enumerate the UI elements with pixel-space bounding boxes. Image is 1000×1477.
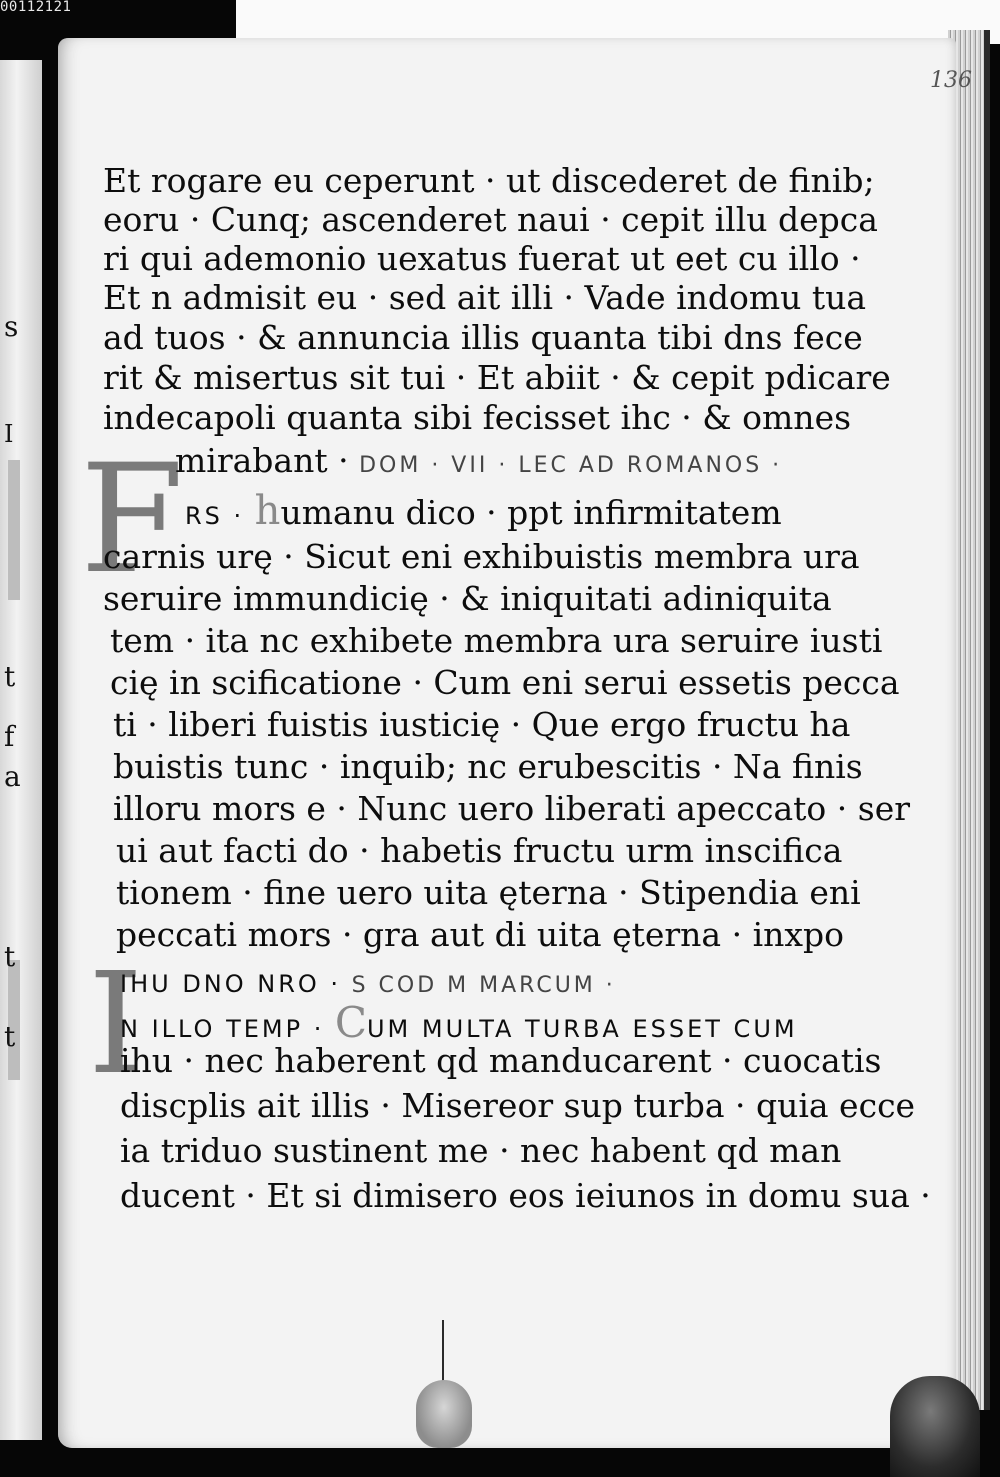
text-line: tionem · fine uero uita ęterna · Stipendia eni xyxy=(116,873,861,912)
text-ihu-dno-nro: IHU DNO NRO · xyxy=(120,970,342,998)
decorated-initial-f: F xyxy=(80,433,185,607)
letter-c: C xyxy=(334,998,367,1047)
text-line: ihu · nec haberent qd manducarent · cuocatis xyxy=(120,1041,882,1080)
text-line-with-rubric xyxy=(120,960,780,1002)
facing-page-fragment: s xyxy=(4,310,19,343)
facing-page-fragment: t xyxy=(4,660,16,693)
letter-h: h xyxy=(254,488,281,534)
text-line: ia triduo sustinent me · nec habent qd man xyxy=(120,1131,842,1170)
text-line-with-rubric xyxy=(175,440,795,482)
text-line-humanum xyxy=(185,490,805,532)
text-line: indecapoli quanta sibi fecisset ihc · & omnes xyxy=(103,398,852,437)
thumb-holding-page xyxy=(890,1376,980,1477)
text-rs: RS · xyxy=(185,502,245,530)
folio-number: 136 xyxy=(930,68,972,93)
page-tab xyxy=(416,1380,472,1448)
rubric-gospel-mark: S COD M MARCUM · xyxy=(351,973,616,998)
text-in-illo-tempore: N ILLO TEMP · xyxy=(120,1015,325,1043)
text-line: rit & misertus sit tui · Et abiit · & cepit pdicare xyxy=(103,358,891,397)
text-line: peccati mors · gra aut di uita ęterna · inxpo xyxy=(116,915,844,954)
facing-page-fragment: a xyxy=(4,760,21,793)
text-line: ad tuos · & annuncia illis quanta tibi dns fece xyxy=(103,318,863,357)
text-cum-multa: UM MULTA TURBA ESSET CUM xyxy=(366,1015,798,1043)
image-reference-number: 00112121 xyxy=(0,0,72,15)
facing-page-ghost-initial xyxy=(8,460,20,600)
text-line: carnis urę · Sicut eni exhibuistis membra ura xyxy=(103,537,860,576)
text-line: tem · ita nc exhibete membra ura seruire iusti xyxy=(110,621,883,660)
facing-page-fragment: t xyxy=(4,1020,16,1053)
text-line: ui aut facti do · habetis fructu urm inscifica xyxy=(116,831,843,870)
text-mirabant: mirabant · xyxy=(175,441,349,480)
text-line: Et n admisit eu · sed ait illi · Vade indomu tua xyxy=(103,278,867,317)
text-line: ducent · Et si dimisero eos ieiunos in domu sua · xyxy=(120,1176,931,1215)
facing-page-fragment: f xyxy=(4,720,15,753)
text-line: discplis ait illis · Misereor sup turba · quia ecce xyxy=(120,1086,916,1125)
text-line: seruire immundicię · & iniquitati adiniquita xyxy=(103,579,832,618)
facing-page-left xyxy=(0,60,42,1440)
text-line: Et rogare eu ceperunt · ut discederet de finib; xyxy=(103,161,875,200)
decorated-initial-i: I xyxy=(88,943,144,1106)
text-line: illoru mors e · Nunc uero liberati apeccato · ser xyxy=(113,789,910,828)
text-line: cię in scificatione · Cum eni serui essetis pecca xyxy=(110,663,900,702)
rubric-lesson-romans: DOM · VII · LEC AD ROMANOS · xyxy=(359,453,783,478)
text-line: ri qui ademonio uexatus fuerat ut eet cu illo · xyxy=(103,239,861,278)
facing-page-fragment: I xyxy=(4,420,14,448)
facing-page-fragment: t xyxy=(4,940,16,973)
text-line-cum-multa xyxy=(120,998,800,1047)
text-umanu: umanu dico · ppt infirmitatem xyxy=(280,493,782,532)
text-line: eoru · Cunq; ascenderet naui · cepit illu depca xyxy=(103,200,878,239)
text-line: buistis tunc · inquib; nc erubescitis · Na finis xyxy=(113,747,863,786)
text-line: ti · liberi fuistis iusticię · Que ergo fructu ha xyxy=(113,705,851,744)
